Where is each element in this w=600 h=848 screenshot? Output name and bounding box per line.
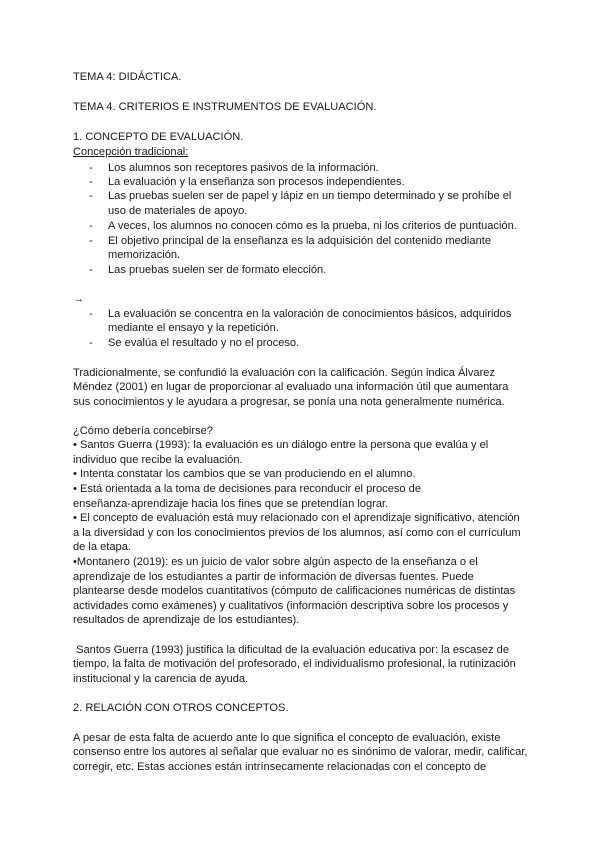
bullet-dash: -: [89, 220, 93, 232]
concept-line: • Santos Guerra (1993): la evaluación es un diálogo entre la persona que evalúa y el: [73, 439, 489, 451]
list-item: A veces, los alumnos no conocen cómo es la prueba, ni los criterios de puntuación.: [108, 220, 517, 232]
paragraph-line: sus conocimientos y le ayudara a progresar, se ponía una nota generalmente numérica.: [73, 396, 505, 408]
list-item: La evaluación se concentra en la valoración de conocimientos básicos, adquiridos: [108, 308, 512, 320]
bullet-dash: -: [89, 162, 93, 174]
paragraph-line: corregir, etc. Estas acciones están intrínsecamente relacionadas con el concepto de: [73, 761, 487, 773]
concept-line: • Está orientada a la toma de decisiones para reconducir el proceso de: [73, 483, 421, 495]
bullet-dash: -: [89, 176, 93, 188]
paragraph-line: institucional y la carencia de ayuda.: [73, 673, 249, 685]
concept-line: de la etapa.: [73, 541, 131, 553]
topic-title: TEMA 4. CRITERIOS E INSTRUMENTOS DE EVALUACIÓN.: [73, 101, 377, 113]
list-item: La evaluación y la enseñanza son procesos independientes.: [108, 176, 405, 188]
paragraph-line: Tradicionalmente, se confundió la evaluación con la calificación. Según indica Álvarez: [73, 367, 496, 379]
concept-line: enseñanza-aprendizaje hacia los fines que se pretendían lograr.: [73, 498, 389, 510]
concept-line: plantearse desde modelos cuantitativos (cómputo de calificaciones numéricas de distintas: [73, 585, 516, 597]
concept-line: actividades como exámenes) y cualitativos (información descriptiva sobre los procesos y: [73, 600, 509, 612]
concept-line: • Intenta constatar los cambios que se van produciendo en el alumno.: [73, 468, 416, 480]
bullet-dash: -: [89, 308, 93, 320]
concept-line: •Montanero (2019): es un juicio de valor sobre algún aspecto de la enseñanza o el: [73, 556, 478, 568]
list-item-continuation: memorización.: [108, 249, 181, 261]
concept-line: aprendizaje de los estudiantes a partir de información de diversas fuentes. Puede: [73, 571, 474, 583]
traditional-conception-subheading: Concepción tradicional:: [73, 146, 189, 158]
document-title: TEMA 4: DIDÁCTICA.: [73, 71, 182, 83]
paragraph-line: Santos Guerra (1993) justifica la dificultad de la evaluación educativa por: la escasez de: [73, 644, 509, 656]
bullet-dash: -: [89, 264, 93, 276]
concept-line: a la diversidad y con los conocimientos previos de los alumnos, así como con el currículum: [73, 527, 521, 539]
concept-line: • El concepto de evaluación está muy relacionado con el aprendizaje significativo, atención: [73, 512, 520, 524]
section-2-heading: 2. RELACIÓN CON OTROS CONCEPTOS.: [73, 702, 289, 714]
list-item: Se evalúa el resultado y no el proceso.: [108, 337, 300, 349]
list-item: Los alumnos son receptores pasivos de la información.: [108, 162, 379, 174]
paragraph-line: A pesar de esta falta de acuerdo ante lo que significa el concepto de evaluación, existe: [73, 732, 501, 744]
concept-line: individuo que recibe la evaluación.: [73, 454, 243, 466]
list-item: El objetivo principal de la enseñanza es la adquisición del contenido mediante: [108, 235, 491, 247]
list-item-continuation: uso de materiales de apoyo.: [108, 205, 248, 217]
bullet-dash: -: [89, 190, 93, 202]
bullet-dash: -: [89, 337, 93, 349]
concept-line: resultados de aprendizaje de los estudiantes).: [73, 614, 300, 626]
list-item: Las pruebas suelen ser de formato elección.: [108, 264, 327, 276]
section-1-heading: 1. CONCEPTO DE EVALUACIÓN.: [73, 131, 244, 143]
list-item-continuation: mediante el ensayo y la repetición.: [108, 322, 279, 334]
paragraph-line: tiempo, la falta de motivación del profesorado, el individualismo profesional, la rutinización: [73, 658, 516, 670]
paragraph-line: Méndez (2001) en lugar de proporcionar al evaluado una información útil que aumentara: [73, 381, 509, 393]
bullet-dash: -: [89, 235, 93, 247]
paragraph-line: consenso entre los autores al señalar que evaluar no es sinónimo de valorar, medir, calificar,: [73, 746, 528, 758]
list-item: Las pruebas suelen ser de papel y lápiz en un tiempo determinado y se prohíbe el: [108, 190, 512, 202]
arrow-icon: →: [73, 293, 85, 305]
question-line: ¿Cómo debería concebirse?: [73, 425, 213, 437]
